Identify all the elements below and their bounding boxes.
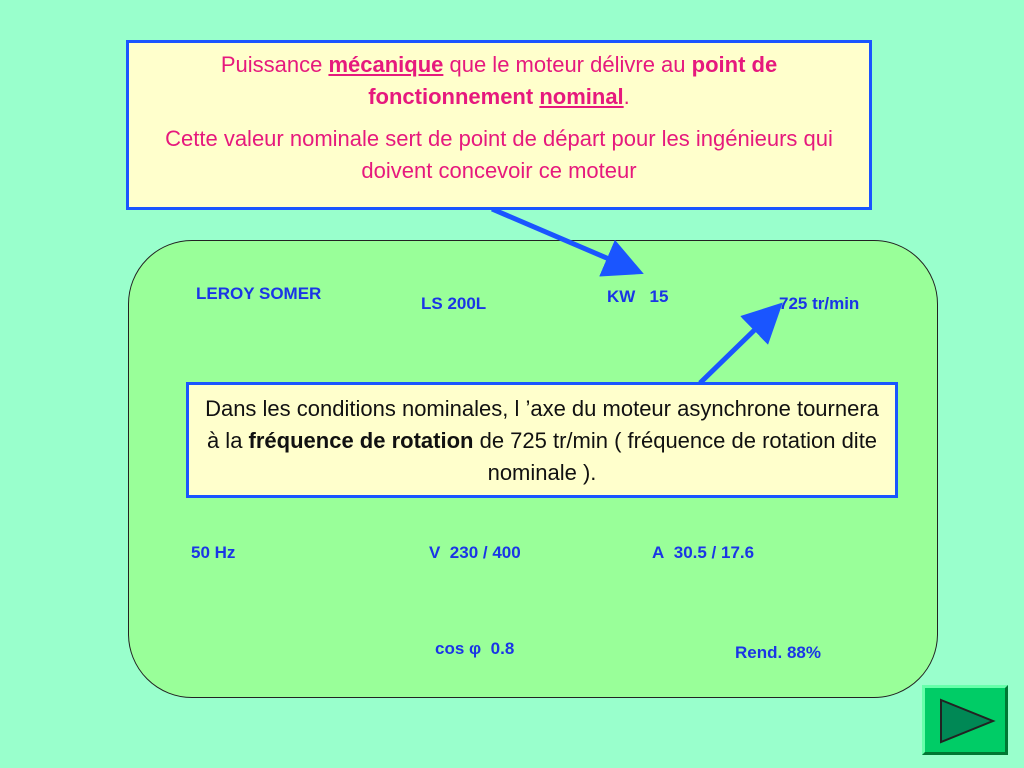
voltage-value: 230 / 400: [449, 543, 521, 562]
emphasis-nominal: nominal: [539, 83, 624, 109]
frequency-rating: 50 Hz: [191, 543, 236, 562]
model-label: LS 200L: [421, 294, 487, 313]
cosphi-label: cos φ: [435, 639, 482, 658]
next-slide-button[interactable]: [922, 685, 1008, 755]
callout-mechanical-power: [126, 40, 872, 210]
callout-mechanical-power-line2: Cette valeur nominale sert de point de départ pour les ingénieurs qui doivent concevoir ce moteur: [165, 125, 833, 183]
voltage-unit: V: [429, 543, 441, 562]
current-value: 30.5 / 17.6: [673, 543, 755, 562]
efficiency-rating: Rend. 88%: [735, 643, 821, 662]
emphasis-point-de-fonctionnement: point de fonctionnement: [368, 52, 778, 109]
power-value: 15: [649, 287, 669, 306]
brand-label: LEROY SOMER: [196, 284, 322, 303]
emphasis-mecanique: mécanique: [328, 52, 444, 77]
current-unit: A: [652, 543, 665, 562]
callout-rotation-speed: Dans les conditions nominales, l ’axe du moteur asynchrone tournera à la fréquence de rotation de 725 tr/min ( fréquence de rotation dite nominale ).: [186, 382, 898, 498]
emphasis-frequence-de-rotation: fréquence de rotation: [248, 427, 474, 453]
power-unit: KW: [607, 287, 636, 306]
callout-mechanical-power-line1: Puissance mécanique que le moteur délivre au point de fonctionnement nominal.: [220, 52, 778, 109]
cosphi-value: 0.8: [490, 639, 515, 658]
play-triangle-icon: [935, 696, 997, 746]
speed-rating: 725 tr/min: [779, 294, 860, 313]
arrow-to-power: [492, 209, 630, 268]
arrow-to-speed: [700, 313, 772, 383]
